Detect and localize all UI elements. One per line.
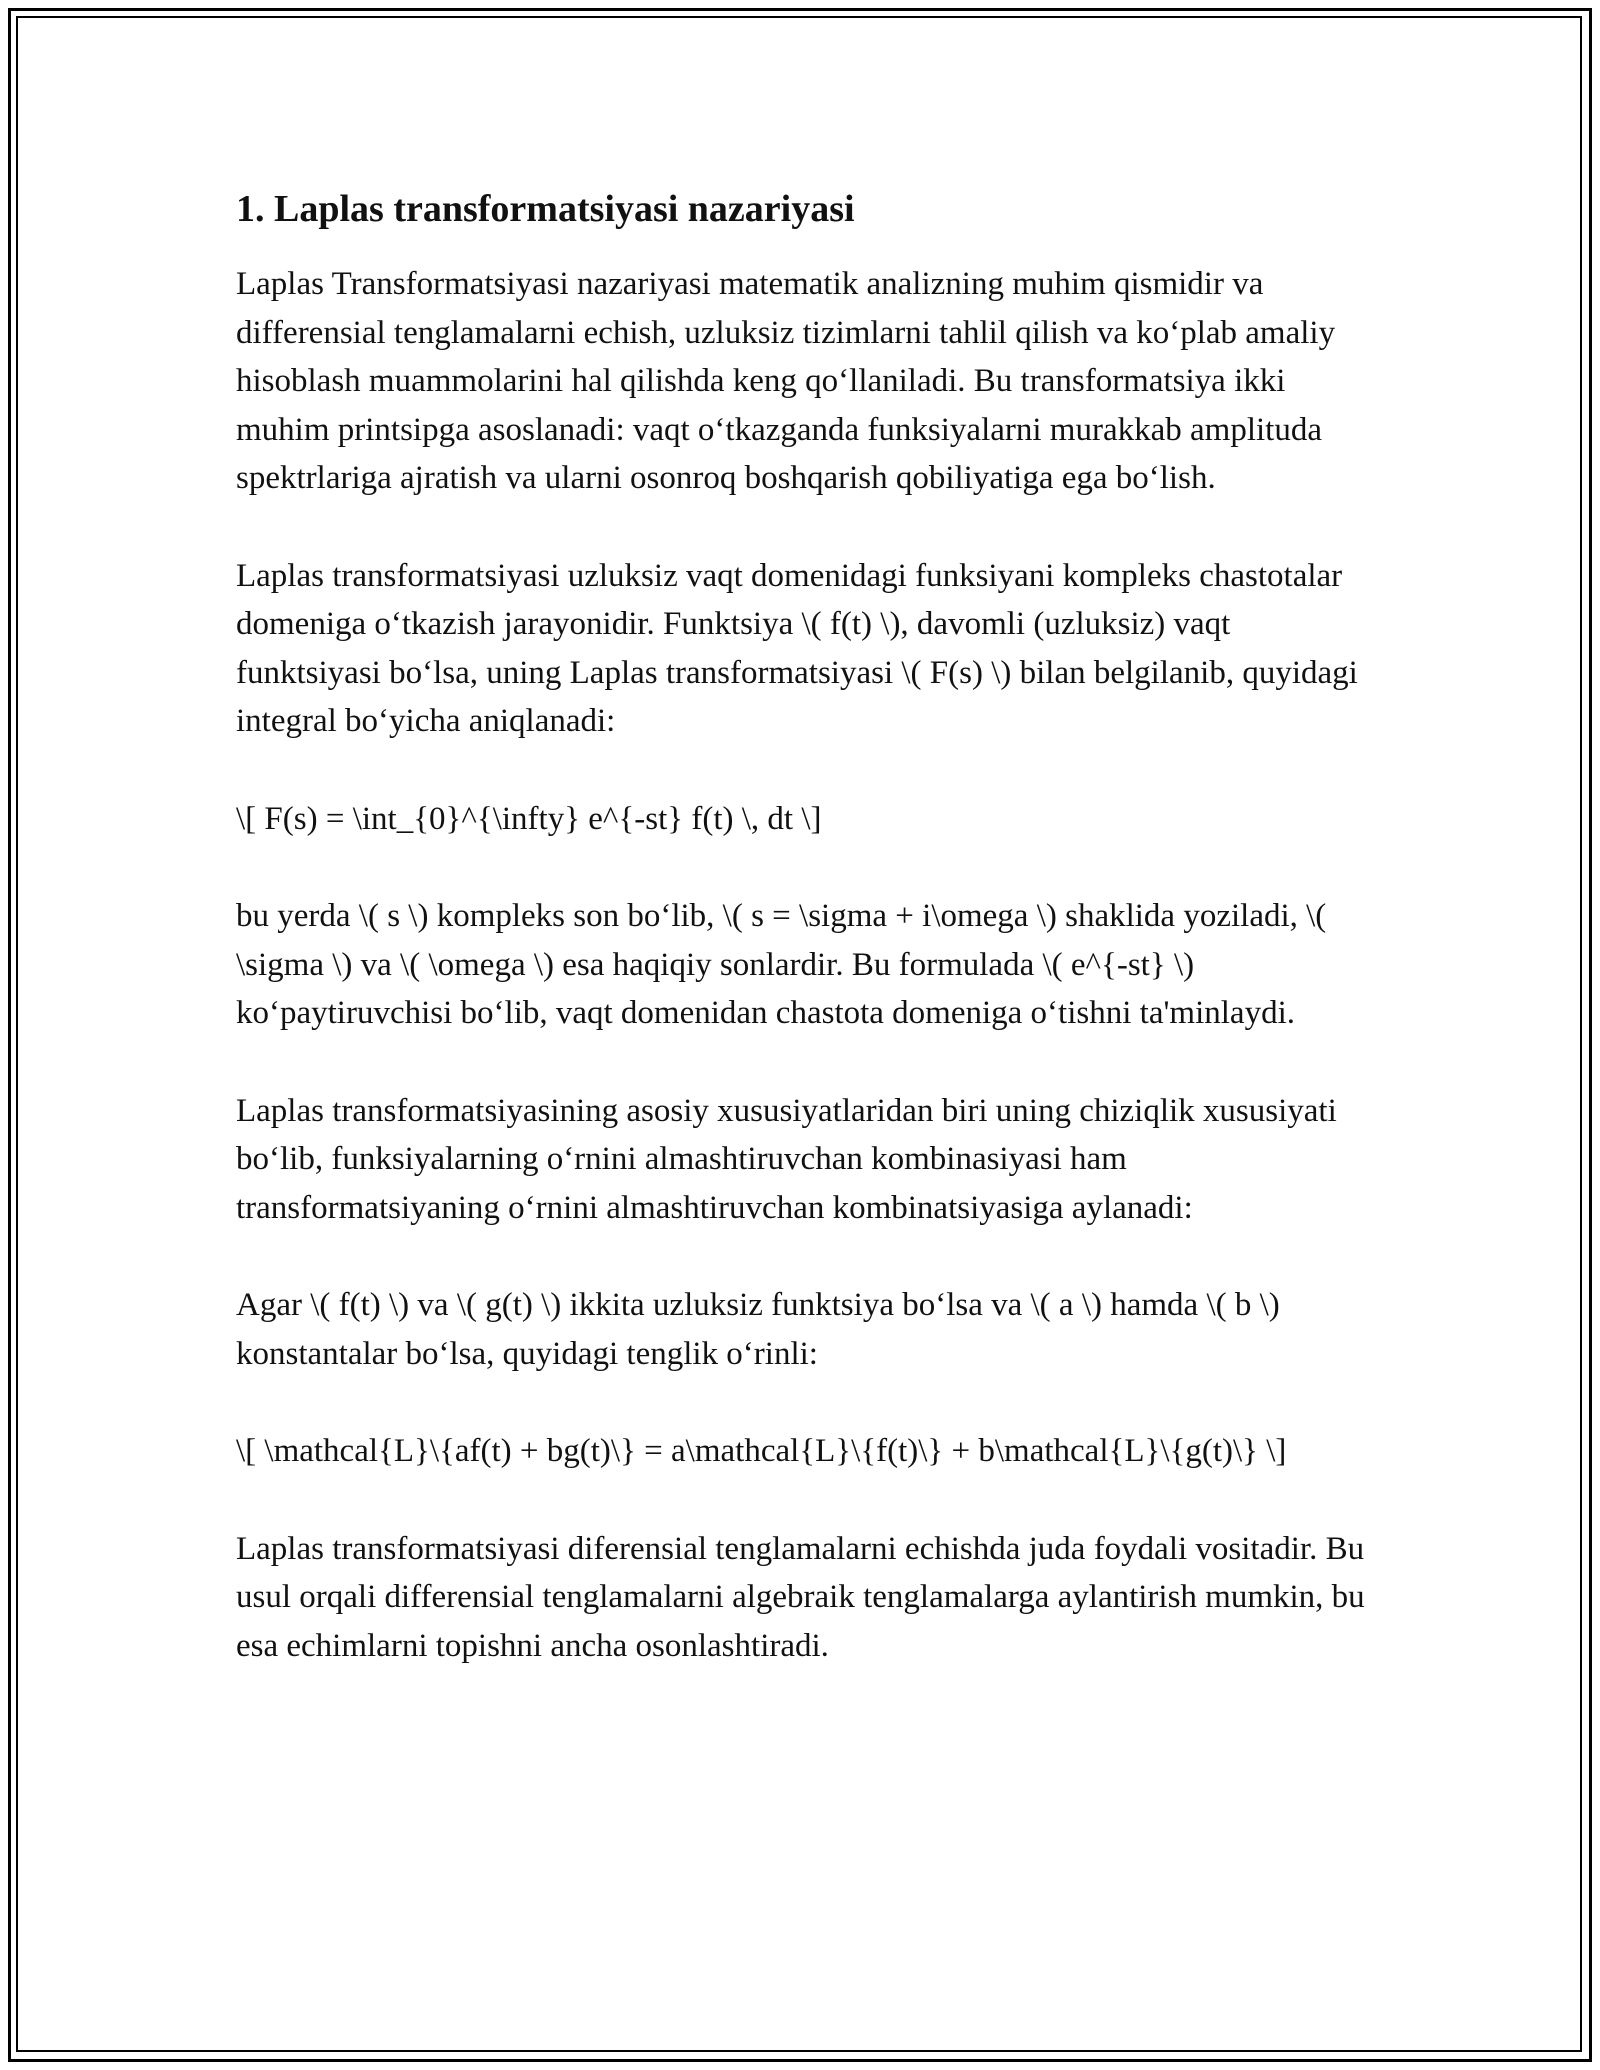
section-heading: 1. Laplas transformatsiyasi nazariyasi bbox=[236, 188, 855, 230]
paragraph-linearity: Laplas transformatsiyasining asosiy xususiyatlaridan biri uning chiziqlik xususiyati bo‘lib, funksiyalarning o‘rnini almashtiruvchan kombinasiyasi ham transformatsiyaning o‘rnini almashtiruvchan kombinatsiyasiga aylanadi: bbox=[236, 1092, 1337, 1226]
paragraph-variables: bu yerda \( s \) kompleks son bo‘lib, \( s = \sigma + i\omega \) shaklida yoziladi, \( \sigma \) va \( \omega \) esa haqiqiy sonlardir. Bu formulada \( e^{-st} \) ko‘paytiruvchisi bo‘lib, vaqt domenidan chastota domeniga o‘tishni ta'minlaydi. bbox=[236, 898, 1327, 1031]
paragraph-conclusion: Laplas transformatsiyasi diferensial tenglamalarni echishda juda foydali vositadir. Bu usul orqali differensial tenglamalarni algebraik tenglamalarga aylantirish mumkin, bu esa echimlarni topishni ancha osonlashtiradi. bbox=[236, 1530, 1365, 1664]
formula-linearity: \[ \mathcal{L}\{af(t) + bg(t)\} = a\mathcal{L}\{f(t)\} + b\mathcal{L}\{g(t)\} \] bbox=[236, 1433, 1287, 1469]
paragraph-definition: Laplas transformatsiyasi uzluksiz vaqt domenidagi funksiyani kompleks chastotalar domeniga o‘tkazish jarayonidir. Funktsiya \( f(t) \), davomli (uzluksiz) vaqt funktsiyasi bo‘lsa, uning Laplas transformatsiyasi \( F(s) \) bilan belgilanib, quyidagi integral bo‘yicha aniqlanadi: bbox=[236, 557, 1358, 739]
paragraph-condition: Agar \( f(t) \) va \( g(t) \) ikkita uzluksiz funktsiya bo‘lsa va \( a \) hamda \( b \) konstantalar bo‘lsa, quyidagi tenglik o‘rinli: bbox=[236, 1287, 1280, 1372]
paragraph-intro: Laplas Transformatsiyasi nazariyasi matematik analizning muhim qismidir va differensial tenglamalarni echish, uzluksiz tizimlarni tahlil qilish va ko‘plab amaliy hisoblash muammolarini hal qilishda keng qo‘llaniladi. Bu transformatsiya ikki muhim printsipga asoslanadi: vaqt o‘tkazganda funksiyalarni murakkab amplituda spektrlariga ajratish va ularni osonroq boshqarish qobiliyatiga ega bo‘lish. bbox=[236, 266, 1336, 496]
document-body bbox=[236, 186, 1376, 1719]
formula-laplace-integral: \[ F(s) = \int_{0}^{\infty} e^{-st} f(t) \, dt \] bbox=[236, 800, 822, 837]
